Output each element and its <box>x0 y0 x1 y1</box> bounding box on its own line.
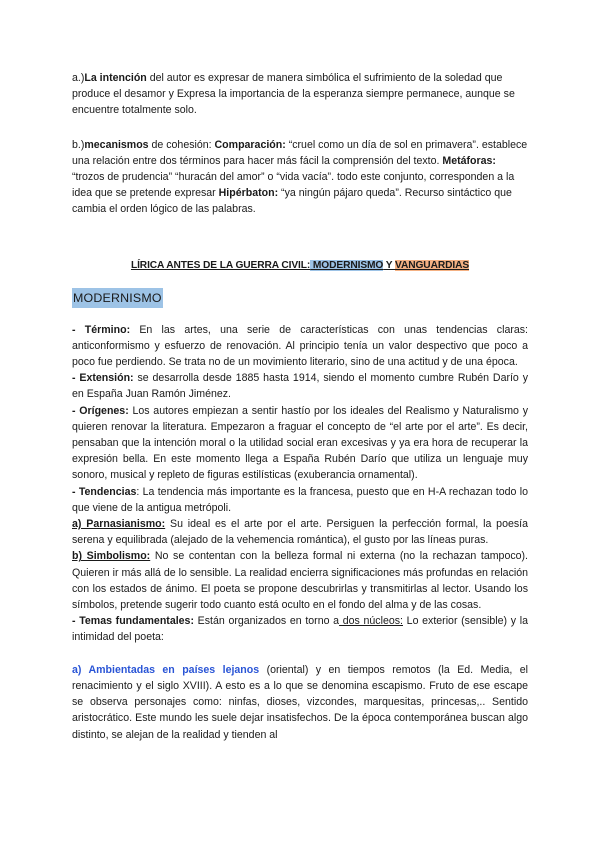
list-label: a.) <box>72 72 85 84</box>
bold-term: - Temas fundamentales: <box>72 615 194 628</box>
list-label: b.) <box>72 138 85 151</box>
item-ambientadas <box>72 662 528 743</box>
paragraph-text: de cohesión: <box>148 138 215 151</box>
paragraph-text: Su ideal es el arte por el arte. Persiguen la perfección formal, la poesía serena y equilibrada (alejado de la vehemencia romántica), el gusto por las líneas puras. <box>72 518 528 547</box>
bold-term: La intención <box>84 72 147 84</box>
paragraph-text: (oriental) y en tiempos remotos (la Ed. Media, el renacimiento y el siglo XVIII). A esto es a lo que se denomina escapismo. Fruto de ese escape se observa personajes como: ninfas, dioses, vizcondes, marquesitas, princesas,.. Sentido aristocrático. Este mundo les suele dejar insatisfechos. De la época contemporánea buscan algo distinto, se alejan de la realidad y tienden al <box>72 663 529 741</box>
paragraph-text: En las artes, una serie de características con unas tendencias claras: anticonformismo y esfuerzo de renovación. Al principio tenía un valor despectivo que poco a poco fue perdiendo. Se trata no de un movimiento literario, sino de una actitud y de una época. <box>72 323 528 369</box>
underlined-text: dos núcleos: <box>339 615 403 628</box>
bold-term: b) Simbolismo: <box>72 550 151 563</box>
heading-highlight-vanguardias: VANGUARDIAS <box>395 259 470 271</box>
blue-subheading: a) Ambientadas en países lejanos <box>72 663 260 676</box>
bold-term: - Tendencias <box>72 485 137 498</box>
item-origenes <box>72 403 528 484</box>
item-simbolismo <box>72 548 528 613</box>
bold-term: Hipérbaton: <box>218 187 279 200</box>
heading-text: LÍRICA ANTES DE LA GUERRA CIVIL: <box>130 259 311 271</box>
paragraph-text: “trozos de prudencia” “huracán del amor” o “vida vacía”. todo este conjunto, corresponden a la idea que se pretende expresar <box>72 171 515 200</box>
bold-term: a) Parnasianismo: <box>72 518 166 531</box>
paragraph-text: No se contentan con la belleza formal ni externa (no la rechazan tampoco). Quieren ir más allá de lo sensible. La realidad encierra significaciones más profundas en relación con los estados de ánimo. El poeta se propone descubrirlas y transmitirlas al lector. Usando los símbolos, pretende sugerir todo cuanto está oculto en el fondo del alma y de las cosas. <box>72 550 528 612</box>
bold-term: - Término: <box>72 323 131 336</box>
item-tendencias <box>72 484 528 516</box>
modernismo-subheading: MODERNISMO <box>72 288 163 308</box>
paragraph-text: Lo exterior (sensible) y la intimidad del poeta: <box>72 615 528 644</box>
bold-term: Metáforas: <box>442 154 496 167</box>
paragraph-text: del autor es expresar de manera simbólica el sufrimiento de la soledad que produce el desamor y Expresa la importancia de la esperanza siempre permanece, aunque se encuentre totalmente solo. <box>72 72 515 117</box>
paragraph-text: “ya ningún pájaro queda”. Recurso sintáctico que cambia el orden lógico de las palabras. <box>72 187 512 216</box>
item-temas <box>72 613 528 645</box>
document-page <box>72 70 528 743</box>
paragraph-intencion <box>72 70 528 119</box>
heading-text: Y <box>383 259 396 271</box>
paragraph-text: : La tendencia más importante es la francesa, puesto que en H-A rechazan todo lo que viene de la antigua metrópoli. <box>72 485 528 514</box>
paragraph-text: “cruel como un día de sol en primavera”. establece una relación entre dos términos para hacer más fácil la comprensión del texto. <box>72 138 528 167</box>
paragraph-mecanismos <box>72 137 528 218</box>
bold-term: Comparación: <box>214 138 286 151</box>
paragraph-text: Están organizados en torno a <box>193 615 340 628</box>
paragraph-text: se desarrolla desde 1885 hasta 1914, siendo el momento cumbre Rubén Darío y en España Juan Ramón Jiménez. <box>72 372 529 401</box>
item-parnasianismo <box>72 516 528 548</box>
bold-term: mecanismos <box>84 138 149 151</box>
bold-term: - Orígenes: <box>72 404 129 417</box>
bold-term: - Extensión: <box>72 372 134 385</box>
paragraph-text: Los autores empiezan a sentir hastío por los ideales del Realismo y Naturalismo y quieren renovar la literatura. Empezaron a fraguar el concepto de “el arte por el arte”. Es decir, pensaban que la intención moral o la utilidad social eran excesivas y ya era hora de recuperar la expresión bella. En este momento llega a España Rubén Darío que utiliza un lenguaje muy sonoro, musical y repleto de figuras estilísticas (exuberancia ornamental). <box>72 404 528 482</box>
item-extension <box>72 370 528 402</box>
heading-highlight-modernismo: MODERNISMO <box>310 259 384 271</box>
section-heading <box>72 258 528 274</box>
item-termino <box>72 322 528 371</box>
